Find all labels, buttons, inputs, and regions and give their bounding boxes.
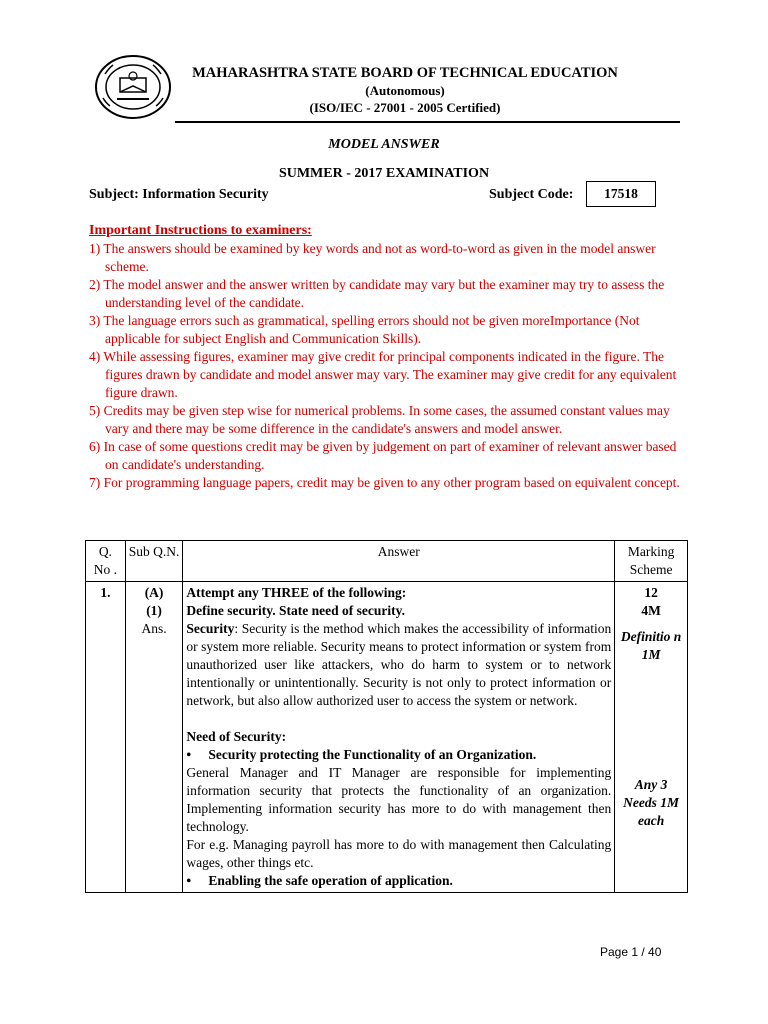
instructions-title: Important Instructions to examiners: — [89, 223, 312, 238]
answer-table — [85, 540, 688, 893]
security-term: Security — [186, 621, 235, 636]
header-q-no: Q. No . — [86, 541, 126, 582]
marks-question: 4M — [641, 603, 661, 618]
header-marking-scheme: Marking Scheme — [615, 541, 688, 582]
autonomous-label: (Autonomous) — [365, 83, 445, 98]
table-row — [86, 582, 688, 893]
need-of-security-title: Need of Security: — [186, 729, 287, 744]
q-no-cell: 1. — [86, 582, 126, 893]
ans-label: Ans. — [141, 621, 167, 636]
marks-definition: Definitio n 1M — [620, 629, 682, 662]
sub-qn-a: (A) — [144, 585, 164, 600]
marking-cell — [615, 582, 688, 893]
instruction-item: 4) While assessing figures, examiner may give credit for principal components indicated in the figure. The figures drawn by candidate and model answer may vary. The examiner may give credit for any equivalent figure drawn. — [89, 349, 677, 400]
model-answer-title: MODEL ANSWER — [328, 137, 440, 152]
security-definition-text: : Security is the method which makes the accessibility of information or system more reliable. Security means to protect information or system from unauthorized user like attackers, who do harm to system or to network intentionally or unintentionally. Security is not only to protect information or network, but also allow authorized user to access the system or network. — [186, 621, 612, 708]
answer-cell — [183, 582, 615, 893]
examination-title: SUMMER - 2017 EXAMINATION — [278, 166, 490, 181]
instructions-section — [89, 222, 689, 492]
bullet-icon: • — [186, 873, 192, 888]
page-number: Page 1 / 40 — [600, 945, 662, 959]
instruction-item: 1) The answers should be examined by key words and not as word-to-word as given in the model answer scheme. — [89, 241, 656, 274]
paragraph: For e.g. Managing payroll has more to do with management then Calculating wages, other things etc. — [186, 837, 612, 870]
header-divider — [175, 121, 680, 123]
instruction-item: 6) In case of some questions credit may be given by judgement on part of examiner of relevant answer based on candidate's understanding. — [89, 439, 677, 472]
sub-qn-1: (1) — [146, 603, 162, 618]
marks-needs: Any 3 Needs 1M each — [623, 777, 680, 828]
bullet-icon: • — [186, 747, 192, 762]
subject-code-box: 17518 — [586, 181, 656, 207]
instruction-item: 7) For programming language papers, credit may be given to any other program based on equivalent concept. — [89, 475, 680, 490]
marks-total: 12 — [644, 585, 658, 600]
table-header-row — [86, 541, 688, 582]
header-answer: Answer — [183, 541, 615, 582]
header-sub-qn: Sub Q.N. — [125, 541, 183, 582]
attempt-instruction: Attempt any THREE of the following: — [186, 585, 407, 600]
msbte-logo — [93, 54, 173, 120]
security-definition — [186, 620, 611, 710]
instruction-item: 3) The language errors such as grammatical, spelling errors should not be given moreImportance (Not applicable for subject English and Communication Skills). — [89, 313, 640, 346]
bullet-item — [186, 746, 611, 764]
instruction-item: 5) Credits may be given step wise for numerical problems. In some cases, the assumed constant values may vary and there may be some difference in the candidate's answers and model answer. — [89, 403, 670, 436]
certification-label: (ISO/IEC - 27001 - 2005 Certified) — [309, 100, 501, 115]
bullet-text: Security protecting the Functionality of an Organization. — [208, 747, 537, 762]
board-name: MAHARASHTRA STATE BOARD OF TECHNICAL EDUCATION — [192, 65, 618, 81]
subject-code-label: Subject Code: — [489, 187, 574, 202]
subject-label: Subject: Information Security — [89, 187, 269, 202]
bullet-text: Enabling the safe operation of application. — [208, 873, 453, 888]
paragraph: General Manager and IT Manager are responsible for implementing information security that protects the functionality of an organization. Implementing information security has more to do with management then technology. — [186, 765, 612, 834]
instruction-item: 2) The model answer and the answer written by candidate may vary but the examiner may try to assess the understanding level of the candidate. — [89, 277, 665, 310]
bullet-item — [186, 872, 611, 890]
sub-qn-cell — [125, 582, 183, 893]
question-text: Define security. State need of security. — [186, 603, 405, 618]
